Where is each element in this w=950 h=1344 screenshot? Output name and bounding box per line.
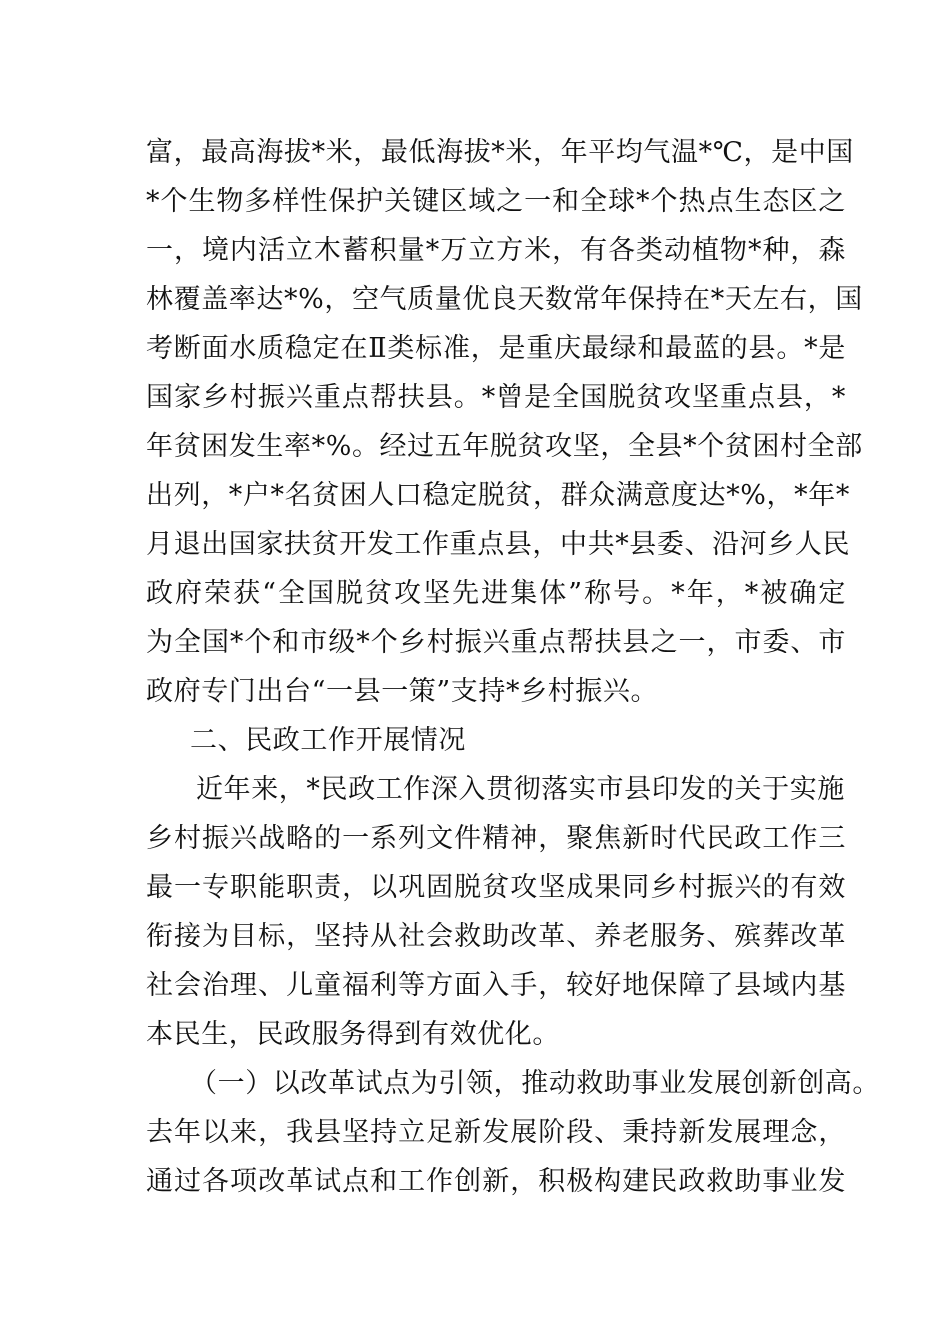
text-line: 社会治理、儿童福利等方面入手，较好地保障了县域内基 — [146, 970, 846, 1001]
text-line: 衔接为目标，坚持从社会救助改革、养老服务、殡葬改革 — [146, 921, 846, 952]
text-line: 考断面水质稳定在Ⅱ类标准，是重庆最绿和最蓝的县。*是 — [146, 333, 846, 364]
text-line: 年贫困发生率*%。经过五年脱贫攻坚，全县*个贫困村全部 — [146, 431, 863, 462]
text-line: 去年以来，我县坚持立足新发展阶段、秉持新发展理念， — [146, 1117, 846, 1148]
text-line: 林覆盖率达*%，空气质量优良天数常年保持在*天左右，国 — [146, 284, 863, 315]
text-line: *个生物多样性保护关键区域之一和全球*个热点生态区之 — [146, 186, 846, 217]
text-line: 月退出国家扶贫开发工作重点县，中共*县委、沿河乡人民 — [146, 529, 851, 560]
text-line: 乡村振兴战略的一系列文件精神，聚焦新时代民政工作三 — [146, 823, 846, 854]
text-line: 一，境内活立木蓄积量*万立方米，有各类动植物*种，森 — [146, 235, 846, 266]
document-body — [146, 128, 880, 1206]
text-line: 政府荣获“全国脱贫攻坚先进集体”称号。*年，*被确定 — [146, 578, 846, 609]
text-line: 国家乡村振兴重点帮扶县。*曾是全国脱贫攻坚重点县，* — [146, 382, 846, 413]
text-line: 出列，*户*名贫困人口稳定脱贫，群众满意度达*%，*年* — [146, 480, 850, 511]
text-line: 近年来，*民政工作深入贯彻落实市县印发的关于实施 — [196, 774, 845, 805]
text-line: 本民生，民政服务得到有效优化。 — [146, 1019, 560, 1050]
text-line: 为全国*个和市级*个乡村振兴重点帮扶县之一，市委、市 — [146, 627, 846, 658]
section-heading: 二、民政工作开展情况 — [190, 725, 466, 756]
text-line: 政府专门出台“一县一策”支持*乡村振兴。 — [146, 676, 659, 707]
text-line: 最一专职能职责，以巩固脱贫攻坚成果同乡村振兴的有效 — [146, 872, 846, 903]
text-line: 富，最高海拔*米，最低海拔*米，年平均气温*℃，是中国 — [146, 137, 854, 168]
subsection-heading: （一）以改革试点为引领，推动救助事业发展创新创高。 — [190, 1068, 880, 1099]
text-line: 通过各项改革试点和工作创新，积极构建民政救助事业发 — [146, 1166, 846, 1197]
